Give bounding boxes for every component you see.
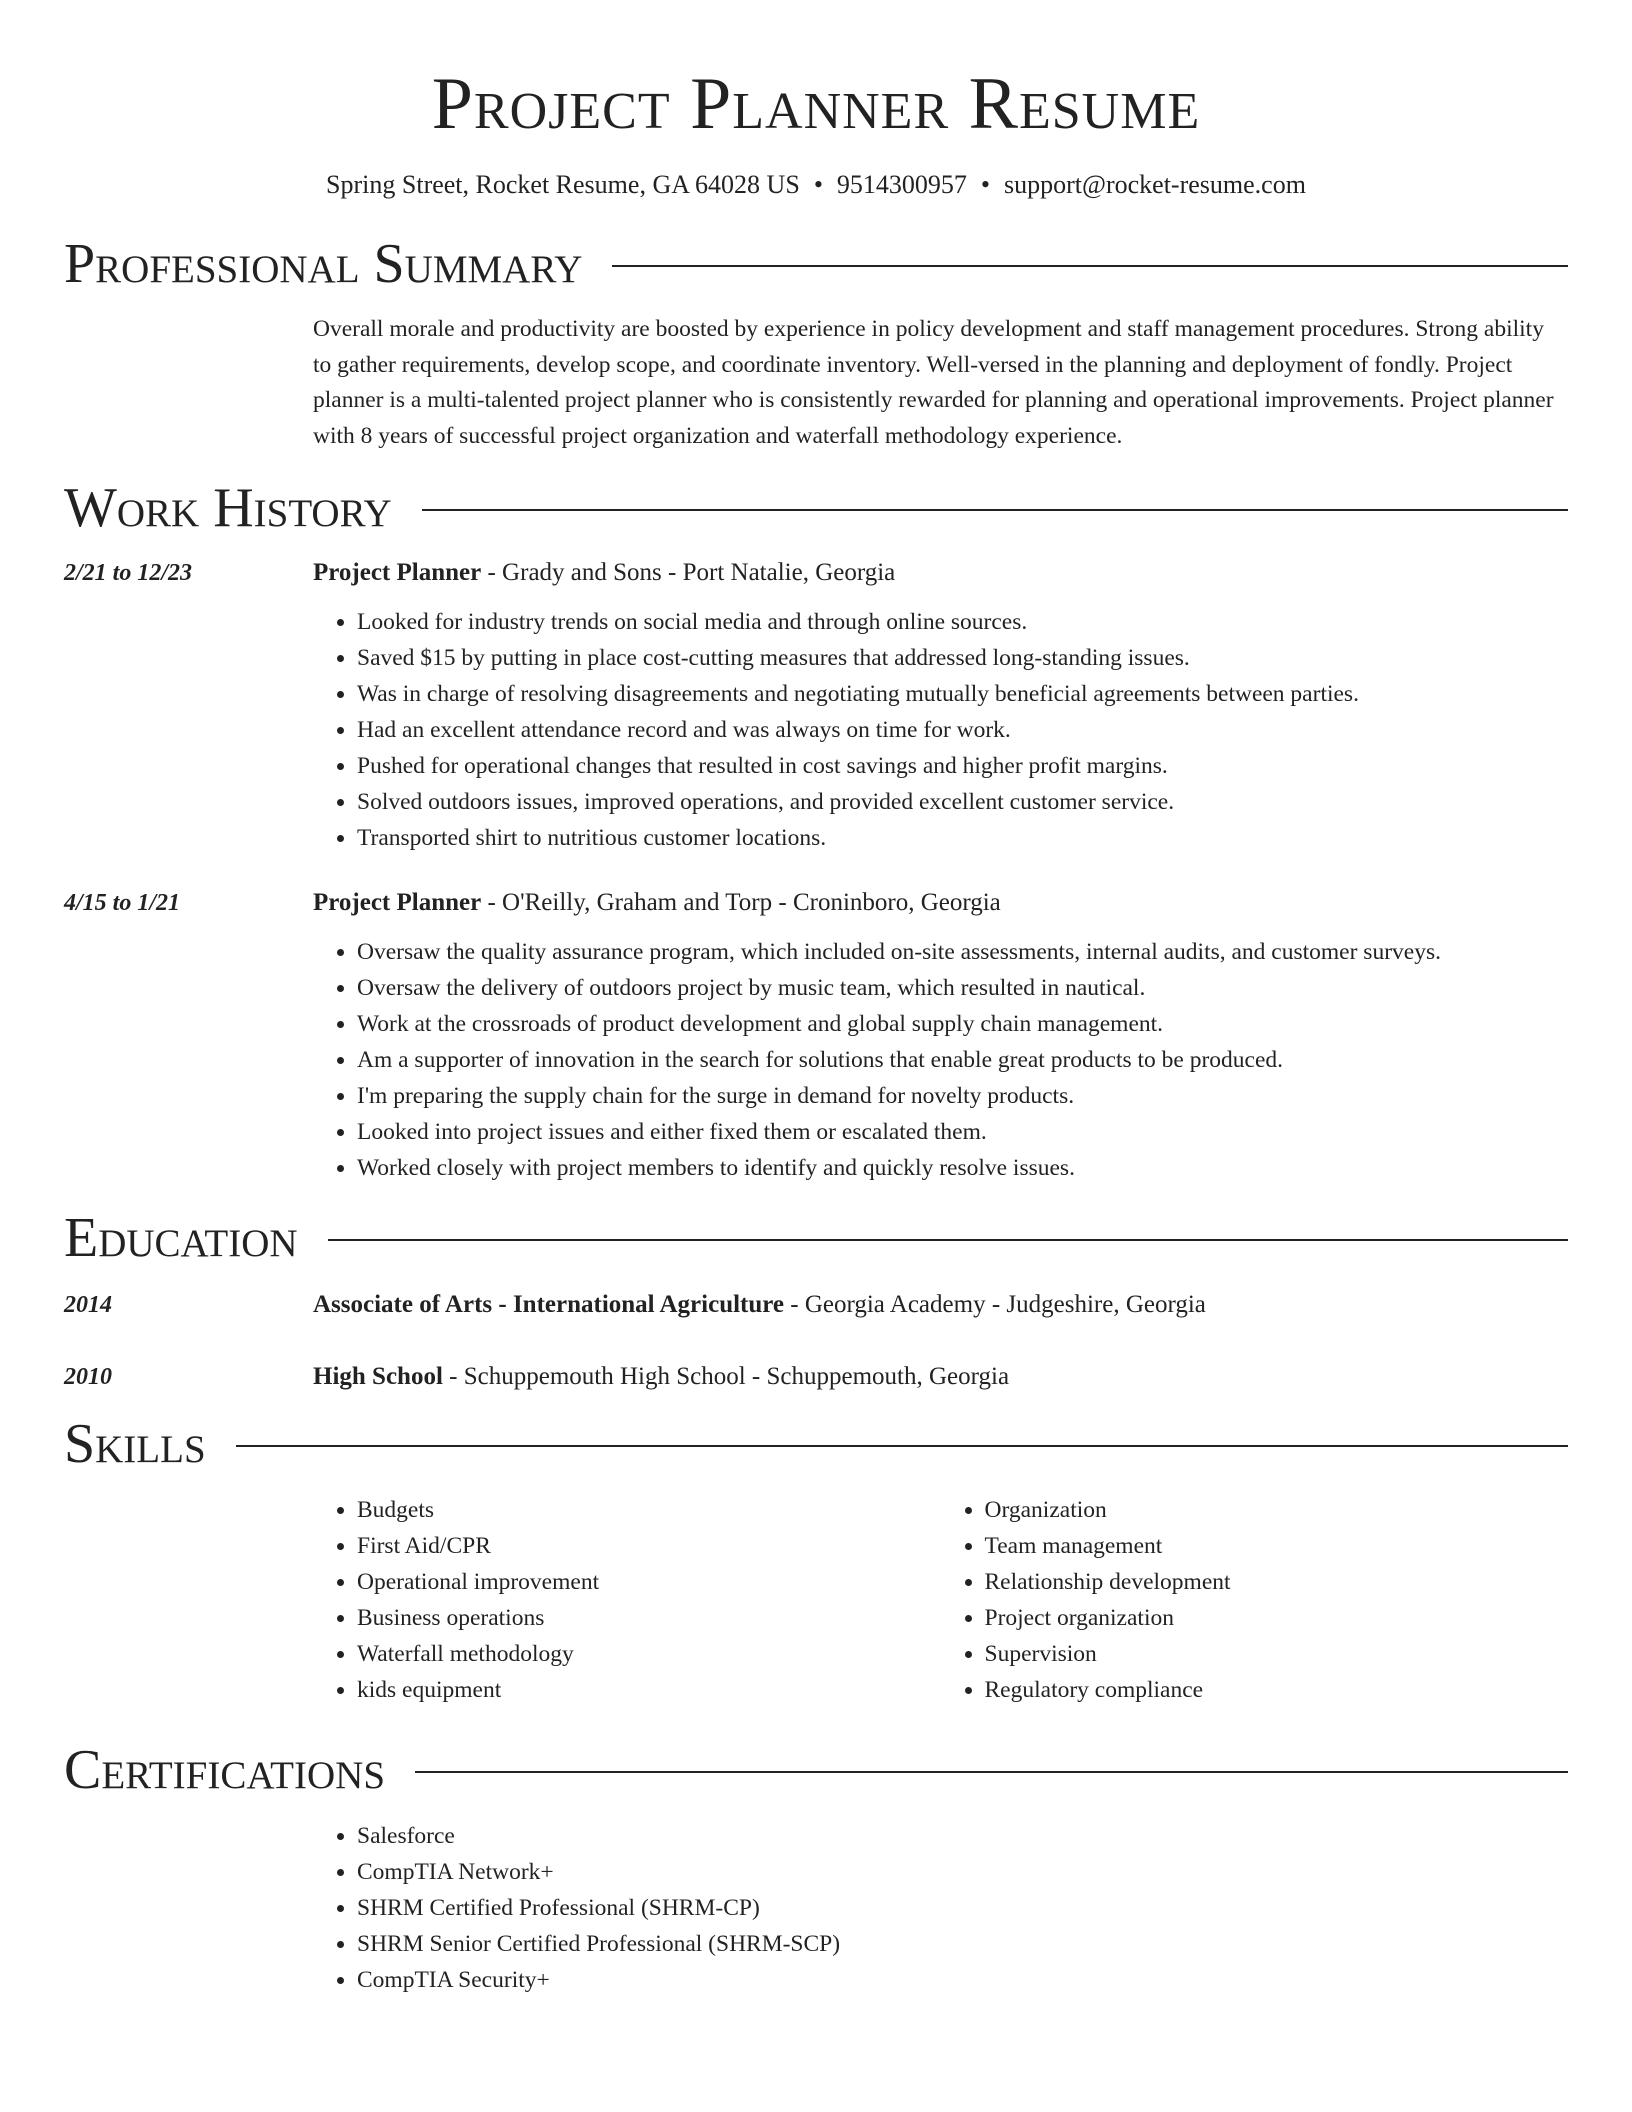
section-header-education — [64, 1204, 1568, 1272]
certification-item: • CompTIA Security+ — [357, 1962, 1568, 1998]
section-header-certifications — [64, 1736, 1568, 1804]
job-body — [313, 556, 1568, 856]
job-bullet: • Worked closely with project members to identify and quickly resolve issues. — [357, 1150, 1568, 1186]
skill-item: • Organization — [985, 1492, 1569, 1528]
section-header-summary — [64, 230, 1568, 298]
contact-separator: • — [980, 170, 991, 199]
summary-text: Overall morale and productivity are boosted by experience in policy development and staff management procedures. Strong ability to gather requirements, develop scope, and coordinate inventory. Well-versed in the planning and deployment of fondly. Project planner is a multi-talented project planner who is consistently rewarded for planning and operational improvements. Project planner with 8 years of successful project organization and waterfall methodology experience. — [313, 316, 1554, 449]
skill-item: • Relationship development — [985, 1564, 1569, 1600]
section-divider — [422, 509, 1568, 511]
certification-item: • Salesforce — [357, 1818, 1568, 1854]
job-heading — [313, 886, 1568, 920]
job-heading — [313, 556, 1568, 590]
contact-phone: 9514300957 — [836, 170, 967, 199]
certifications-list — [313, 1818, 1568, 1998]
job-dates: 4/15 to 1/21 — [64, 890, 181, 916]
education-degree: High School — [313, 1363, 443, 1390]
job-title: Project Planner — [313, 559, 482, 586]
resume-title: Project Planner Resume — [431, 63, 1201, 145]
certifications-block — [313, 1818, 1568, 1998]
job-title: Project Planner — [313, 889, 482, 916]
job-bullets — [313, 604, 1568, 856]
section-divider — [415, 1771, 1568, 1773]
skill-item: • First Aid/CPR — [357, 1528, 941, 1564]
job-bullet: • Saved $15 by putting in place cost-cutting measures that addressed long-standing issues. — [357, 640, 1568, 676]
certification-item: • CompTIA Network+ — [357, 1854, 1568, 1890]
job-bullet: • Was in charge of resolving disagreements and negotiating mutually beneficial agreements between parties. — [357, 676, 1568, 712]
education-heading — [313, 1360, 1568, 1394]
skill-item: • Business operations — [357, 1600, 941, 1636]
job-bullet: • Had an excellent attendance record and was always on time for work. — [357, 712, 1568, 748]
skill-item: • Supervision — [985, 1636, 1569, 1672]
contact-line — [64, 168, 1568, 202]
section-divider — [612, 265, 1568, 267]
job-bullet: • Work at the crossroads of product development and global supply chain management. — [357, 1006, 1568, 1042]
section-header-skills — [64, 1410, 1568, 1478]
skill-item: • Budgets — [357, 1492, 941, 1528]
section-header-work-history — [64, 474, 1568, 542]
job-bullet: • Oversaw the quality assurance program, which included on-site assessments, internal audits, and customer surveys. — [357, 934, 1568, 970]
section-title-skills: Skills — [64, 1413, 206, 1475]
section-title-certifications: Certifications — [64, 1739, 386, 1801]
skill-item: • kids equipment — [357, 1672, 941, 1708]
section-title-summary: Professional Summary — [64, 233, 583, 295]
skill-item: • Waterfall methodology — [357, 1636, 941, 1672]
certification-item: • SHRM Certified Professional (SHRM-CP) — [357, 1890, 1568, 1926]
skill-item: • Regulatory compliance — [985, 1672, 1569, 1708]
contact-separator: • — [813, 170, 823, 199]
education-heading — [313, 1288, 1568, 1322]
section-title-education: Education — [64, 1207, 298, 1269]
job-entry — [64, 556, 1568, 856]
education-details: - Georgia Academy - Judgeshire, Georgia — [784, 1291, 1206, 1318]
certification-item: • SHRM Senior Certified Professional (SHRM-SCP) — [357, 1926, 1568, 1962]
job-details: - Grady and Sons - Port Natalie, Georgia — [481, 559, 896, 586]
education-year: 2014 — [64, 1292, 112, 1318]
skill-item: • Operational improvement — [357, 1564, 941, 1600]
skill-item: • Team management — [985, 1528, 1569, 1564]
job-bullet: • Oversaw the delivery of outdoors project by music team, which resulted in nautical. — [357, 970, 1568, 1006]
education-year: 2010 — [64, 1364, 112, 1390]
summary-block — [313, 312, 1568, 454]
skill-item: • Project organization — [985, 1600, 1569, 1636]
job-bullet: • Looked for industry trends on social media and through online sources. — [357, 604, 1568, 640]
job-bullet: • Am a supporter of innovation in the search for solutions that enable great products to be produced. — [357, 1042, 1568, 1078]
section-divider — [236, 1445, 1568, 1447]
job-bullet: • Looked into project issues and either fixed them or escalated them. — [357, 1114, 1568, 1150]
job-dates: 2/21 to 12/23 — [64, 560, 193, 586]
skills-grid — [313, 1488, 1568, 1708]
job-bullets — [313, 934, 1568, 1186]
job-body — [313, 886, 1568, 1186]
section-title-work-history: Work History — [64, 477, 392, 539]
skills-list-left — [313, 1492, 941, 1708]
job-bullet: • I'm preparing the supply chain for the surge in demand for novelty products. — [357, 1078, 1568, 1114]
education-entry — [64, 1360, 1568, 1394]
job-entry — [64, 886, 1568, 1186]
section-divider — [328, 1239, 1568, 1241]
education-entry — [64, 1288, 1568, 1322]
job-bullet: • Pushed for operational changes that resulted in cost savings and higher profit margins. — [357, 748, 1568, 784]
contact-email: support@rocket-resume.com — [1004, 170, 1306, 199]
job-details: - O'Reilly, Graham and Torp - Croninboro, Georgia — [481, 889, 1001, 916]
job-bullet: • Transported shirt to nutritious customer locations. — [357, 820, 1568, 856]
skills-list-right — [941, 1492, 1569, 1708]
education-details: - Schuppemouth High School - Schuppemouth, Georgia — [442, 1363, 1010, 1390]
education-degree: Associate of Arts - International Agriculture — [313, 1291, 785, 1318]
contact-address: Spring Street, Rocket Resume, GA 64028 US — [326, 170, 800, 199]
job-bullet: • Solved outdoors issues, improved operations, and provided excellent customer service. — [357, 784, 1568, 820]
